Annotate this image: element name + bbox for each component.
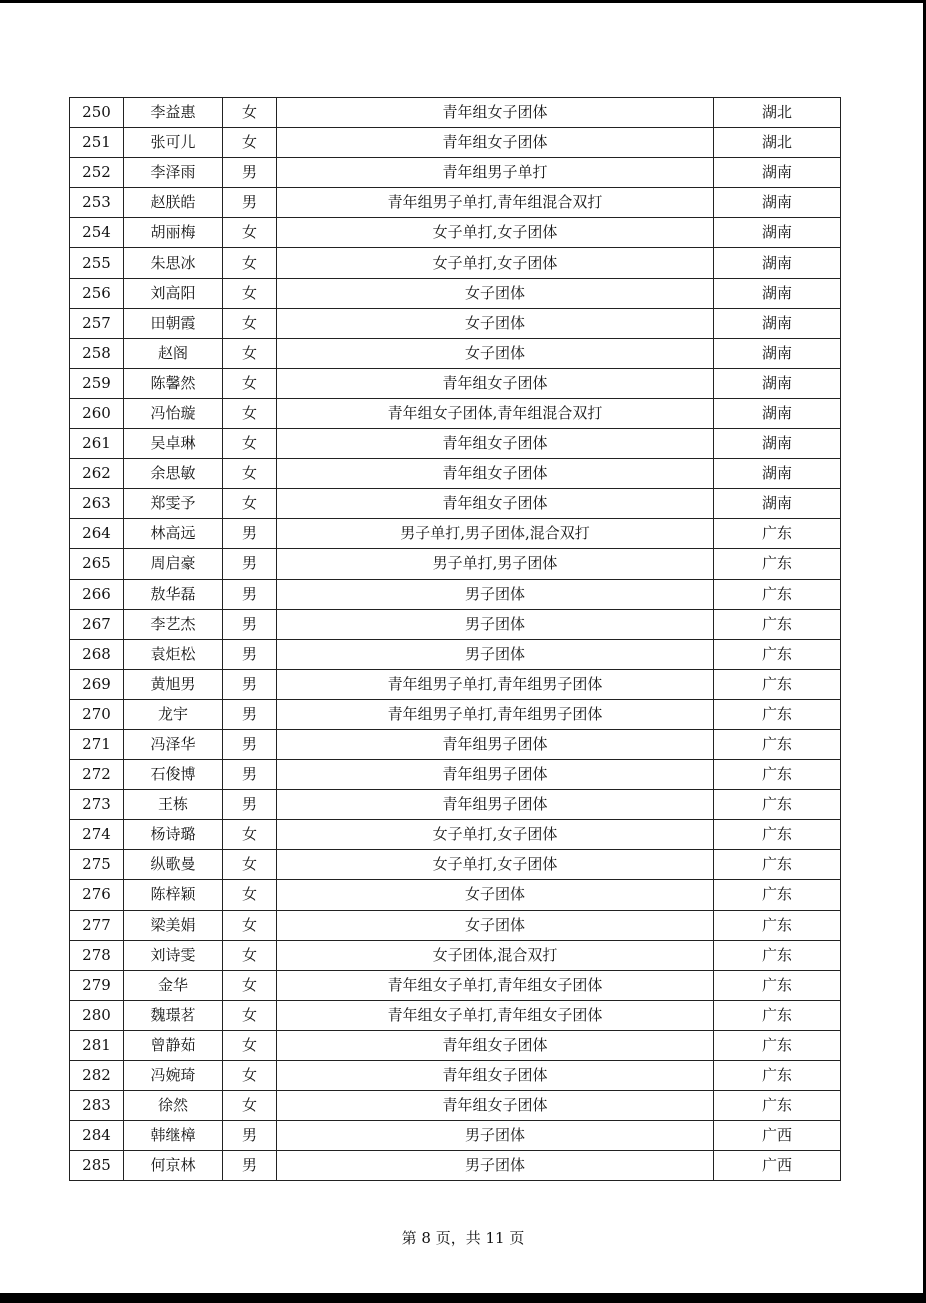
table-row — [70, 1091, 841, 1121]
player-events-cell: 青年组男子单打,青年组男子团体 — [277, 669, 714, 699]
player-name-cell: 杨诗璐 — [124, 820, 223, 850]
table-row — [70, 1151, 841, 1181]
player-gender-cell: 女 — [223, 368, 277, 398]
player-events-cell: 青年组女子团体 — [277, 459, 714, 489]
player-events-cell: 青年组男子单打,青年组男子团体 — [277, 699, 714, 729]
player-gender-cell: 女 — [223, 489, 277, 519]
player-province-cell: 湖南 — [714, 308, 841, 338]
player-name-cell: 魏璟茗 — [124, 1000, 223, 1030]
table-row — [70, 760, 841, 790]
player-number-cell: 255 — [70, 248, 124, 278]
player-province-cell: 广东 — [714, 609, 841, 639]
player-name-cell: 余思敏 — [124, 459, 223, 489]
player-name-cell: 金华 — [124, 970, 223, 1000]
table-row — [70, 639, 841, 669]
player-number-cell: 271 — [70, 729, 124, 759]
player-events-cell: 女子单打,女子团体 — [277, 248, 714, 278]
player-gender-cell: 女 — [223, 940, 277, 970]
player-name-cell: 李艺杰 — [124, 609, 223, 639]
player-number-cell: 285 — [70, 1151, 124, 1181]
player-events-cell: 女子团体 — [277, 308, 714, 338]
player-name-cell: 石俊博 — [124, 760, 223, 790]
player-number-cell: 262 — [70, 459, 124, 489]
player-name-cell: 冯怡璇 — [124, 398, 223, 428]
player-province-cell: 广东 — [714, 1091, 841, 1121]
player-province-cell: 广西 — [714, 1121, 841, 1151]
player-number-cell: 265 — [70, 549, 124, 579]
player-gender-cell: 女 — [223, 248, 277, 278]
player-events-cell: 男子团体 — [277, 1121, 714, 1151]
player-province-cell: 湖南 — [714, 338, 841, 368]
table-row — [70, 549, 841, 579]
player-events-cell: 女子团体 — [277, 278, 714, 308]
player-number-cell: 276 — [70, 880, 124, 910]
player-name-cell: 李益惠 — [124, 98, 223, 128]
table-row — [70, 940, 841, 970]
player-province-cell: 广东 — [714, 1061, 841, 1091]
table-row — [70, 820, 841, 850]
table-row — [70, 1000, 841, 1030]
player-number-cell: 257 — [70, 308, 124, 338]
player-name-cell: 梁美娟 — [124, 910, 223, 940]
player-roster-table — [69, 97, 841, 1181]
player-province-cell: 广东 — [714, 729, 841, 759]
table-row — [70, 398, 841, 428]
player-gender-cell: 男 — [223, 639, 277, 669]
player-number-cell: 280 — [70, 1000, 124, 1030]
player-number-cell: 263 — [70, 489, 124, 519]
table-row — [70, 158, 841, 188]
table-row — [70, 790, 841, 820]
player-province-cell: 湖南 — [714, 278, 841, 308]
player-province-cell: 广东 — [714, 880, 841, 910]
table-row — [70, 970, 841, 1000]
player-gender-cell: 男 — [223, 790, 277, 820]
player-name-cell: 赵朕皓 — [124, 188, 223, 218]
player-gender-cell: 女 — [223, 98, 277, 128]
table-row — [70, 669, 841, 699]
table-row — [70, 1061, 841, 1091]
table-row — [70, 489, 841, 519]
player-number-cell: 272 — [70, 760, 124, 790]
player-number-cell: 281 — [70, 1030, 124, 1060]
table-row — [70, 188, 841, 218]
player-gender-cell: 女 — [223, 308, 277, 338]
player-events-cell: 女子团体 — [277, 338, 714, 368]
table-row — [70, 579, 841, 609]
player-gender-cell: 女 — [223, 218, 277, 248]
player-events-cell: 男子团体 — [277, 639, 714, 669]
player-events-cell: 青年组女子团体 — [277, 489, 714, 519]
player-gender-cell: 男 — [223, 1121, 277, 1151]
player-events-cell: 青年组女子团体,青年组混合双打 — [277, 398, 714, 428]
player-province-cell: 广东 — [714, 850, 841, 880]
player-name-cell: 刘诗雯 — [124, 940, 223, 970]
player-events-cell: 青年组男子单打 — [277, 158, 714, 188]
player-events-cell: 青年组女子团体 — [277, 429, 714, 459]
player-name-cell: 林高远 — [124, 519, 223, 549]
player-province-cell: 广东 — [714, 579, 841, 609]
table-row — [70, 98, 841, 128]
player-gender-cell: 男 — [223, 549, 277, 579]
player-name-cell: 朱思冰 — [124, 248, 223, 278]
table-row — [70, 519, 841, 549]
player-events-cell: 男子团体 — [277, 1151, 714, 1181]
player-number-cell: 267 — [70, 609, 124, 639]
player-events-cell: 男子团体 — [277, 609, 714, 639]
player-province-cell: 广东 — [714, 639, 841, 669]
player-events-cell: 青年组女子团体 — [277, 1061, 714, 1091]
player-province-cell: 湖北 — [714, 98, 841, 128]
table-row — [70, 218, 841, 248]
player-number-cell: 279 — [70, 970, 124, 1000]
player-gender-cell: 男 — [223, 669, 277, 699]
player-province-cell: 广东 — [714, 790, 841, 820]
player-province-cell: 广西 — [714, 1151, 841, 1181]
table-row — [70, 880, 841, 910]
player-province-cell: 湖南 — [714, 248, 841, 278]
player-province-cell: 广东 — [714, 760, 841, 790]
player-name-cell: 吴卓琳 — [124, 429, 223, 459]
player-name-cell: 赵阁 — [124, 338, 223, 368]
table-row — [70, 699, 841, 729]
player-events-cell: 男子单打,男子团体 — [277, 549, 714, 579]
player-province-cell: 广东 — [714, 1030, 841, 1060]
player-gender-cell: 男 — [223, 158, 277, 188]
player-name-cell: 郑雯予 — [124, 489, 223, 519]
player-gender-cell: 男 — [223, 519, 277, 549]
table-row — [70, 1030, 841, 1060]
player-name-cell: 田朝霞 — [124, 308, 223, 338]
player-number-cell: 268 — [70, 639, 124, 669]
table-row — [70, 609, 841, 639]
player-province-cell: 广东 — [714, 519, 841, 549]
player-number-cell: 260 — [70, 398, 124, 428]
player-events-cell: 青年组女子团体 — [277, 1091, 714, 1121]
player-gender-cell: 女 — [223, 1091, 277, 1121]
table-row — [70, 278, 841, 308]
player-number-cell: 274 — [70, 820, 124, 850]
table-row — [70, 850, 841, 880]
player-events-cell: 青年组男子团体 — [277, 790, 714, 820]
player-province-cell: 湖南 — [714, 489, 841, 519]
player-province-cell: 湖南 — [714, 188, 841, 218]
table-row — [70, 368, 841, 398]
table-row — [70, 459, 841, 489]
player-province-cell: 湖北 — [714, 128, 841, 158]
player-gender-cell: 女 — [223, 429, 277, 459]
player-number-cell: 256 — [70, 278, 124, 308]
top-border-line — [0, 0, 926, 3]
player-name-cell: 周启豪 — [124, 549, 223, 579]
player-name-cell: 龙宇 — [124, 699, 223, 729]
roster-body — [70, 98, 841, 1181]
player-number-cell: 275 — [70, 850, 124, 880]
player-name-cell: 何京林 — [124, 1151, 223, 1181]
player-name-cell: 冯泽华 — [124, 729, 223, 759]
player-gender-cell: 女 — [223, 970, 277, 1000]
player-number-cell: 259 — [70, 368, 124, 398]
player-events-cell: 青年组男子单打,青年组混合双打 — [277, 188, 714, 218]
player-events-cell: 男子单打,男子团体,混合双打 — [277, 519, 714, 549]
player-number-cell: 261 — [70, 429, 124, 459]
player-number-cell: 273 — [70, 790, 124, 820]
player-province-cell: 湖南 — [714, 368, 841, 398]
player-gender-cell: 女 — [223, 128, 277, 158]
player-province-cell: 湖南 — [714, 459, 841, 489]
player-name-cell: 李泽雨 — [124, 158, 223, 188]
player-events-cell: 青年组女子团体 — [277, 1030, 714, 1060]
player-events-cell: 青年组女子单打,青年组女子团体 — [277, 1000, 714, 1030]
player-events-cell: 女子单打,女子团体 — [277, 820, 714, 850]
player-events-cell: 青年组男子团体 — [277, 729, 714, 759]
player-province-cell: 广东 — [714, 970, 841, 1000]
player-gender-cell: 女 — [223, 1061, 277, 1091]
player-name-cell: 冯婉琦 — [124, 1061, 223, 1091]
player-events-cell: 青年组男子团体 — [277, 760, 714, 790]
player-gender-cell: 女 — [223, 1030, 277, 1060]
player-number-cell: 266 — [70, 579, 124, 609]
player-events-cell: 女子单打,女子团体 — [277, 850, 714, 880]
player-name-cell: 刘高阳 — [124, 278, 223, 308]
player-name-cell: 韩继樟 — [124, 1121, 223, 1151]
page-number-footer: 第 8 页，共 11 页 — [401, 1229, 525, 1247]
player-province-cell: 广东 — [714, 820, 841, 850]
player-number-cell: 253 — [70, 188, 124, 218]
table-row — [70, 128, 841, 158]
player-gender-cell: 女 — [223, 850, 277, 880]
player-name-cell: 胡丽梅 — [124, 218, 223, 248]
player-events-cell: 青年组女子团体 — [277, 368, 714, 398]
player-name-cell: 敖华磊 — [124, 579, 223, 609]
player-number-cell: 252 — [70, 158, 124, 188]
player-number-cell: 270 — [70, 699, 124, 729]
player-number-cell: 254 — [70, 218, 124, 248]
player-number-cell: 250 — [70, 98, 124, 128]
player-gender-cell: 男 — [223, 729, 277, 759]
player-province-cell: 广东 — [714, 549, 841, 579]
player-number-cell: 283 — [70, 1091, 124, 1121]
player-events-cell: 青年组女子单打,青年组女子团体 — [277, 970, 714, 1000]
player-gender-cell: 男 — [223, 609, 277, 639]
player-province-cell: 湖南 — [714, 158, 841, 188]
table-row — [70, 429, 841, 459]
player-name-cell: 曾静茹 — [124, 1030, 223, 1060]
player-number-cell: 251 — [70, 128, 124, 158]
player-province-cell: 广东 — [714, 1000, 841, 1030]
player-gender-cell: 女 — [223, 820, 277, 850]
player-gender-cell: 男 — [223, 188, 277, 218]
player-name-cell: 黄旭男 — [124, 669, 223, 699]
player-number-cell: 277 — [70, 910, 124, 940]
player-province-cell: 广东 — [714, 669, 841, 699]
player-province-cell: 湖南 — [714, 218, 841, 248]
player-gender-cell: 女 — [223, 910, 277, 940]
player-gender-cell: 男 — [223, 579, 277, 609]
player-events-cell: 青年组女子团体 — [277, 98, 714, 128]
player-events-cell: 女子团体 — [277, 880, 714, 910]
player-gender-cell: 女 — [223, 278, 277, 308]
table-row — [70, 248, 841, 278]
player-events-cell: 女子团体,混合双打 — [277, 940, 714, 970]
player-gender-cell: 女 — [223, 1000, 277, 1030]
player-name-cell: 纵歌曼 — [124, 850, 223, 880]
player-events-cell: 女子单打,女子团体 — [277, 218, 714, 248]
player-gender-cell: 女 — [223, 459, 277, 489]
player-province-cell: 湖南 — [714, 398, 841, 428]
table-row — [70, 910, 841, 940]
table-row — [70, 308, 841, 338]
player-events-cell: 男子团体 — [277, 579, 714, 609]
player-province-cell: 湖南 — [714, 429, 841, 459]
player-number-cell: 258 — [70, 338, 124, 368]
player-gender-cell: 女 — [223, 338, 277, 368]
bottom-border-bar — [0, 1293, 926, 1303]
player-province-cell: 广东 — [714, 940, 841, 970]
player-number-cell: 284 — [70, 1121, 124, 1151]
player-name-cell: 张可儿 — [124, 128, 223, 158]
player-events-cell: 青年组女子团体 — [277, 128, 714, 158]
player-number-cell: 278 — [70, 940, 124, 970]
table-row — [70, 1121, 841, 1151]
player-gender-cell: 男 — [223, 760, 277, 790]
player-name-cell: 陈馨然 — [124, 368, 223, 398]
player-gender-cell: 男 — [223, 1151, 277, 1181]
player-province-cell: 广东 — [714, 910, 841, 940]
player-number-cell: 264 — [70, 519, 124, 549]
player-name-cell: 袁炬松 — [124, 639, 223, 669]
player-gender-cell: 男 — [223, 699, 277, 729]
player-province-cell: 广东 — [714, 699, 841, 729]
player-gender-cell: 女 — [223, 398, 277, 428]
player-name-cell: 陈梓颖 — [124, 880, 223, 910]
player-number-cell: 269 — [70, 669, 124, 699]
table-row — [70, 729, 841, 759]
player-name-cell: 王栋 — [124, 790, 223, 820]
player-gender-cell: 女 — [223, 880, 277, 910]
table-row — [70, 338, 841, 368]
player-name-cell: 徐然 — [124, 1091, 223, 1121]
player-number-cell: 282 — [70, 1061, 124, 1091]
player-events-cell: 女子团体 — [277, 910, 714, 940]
